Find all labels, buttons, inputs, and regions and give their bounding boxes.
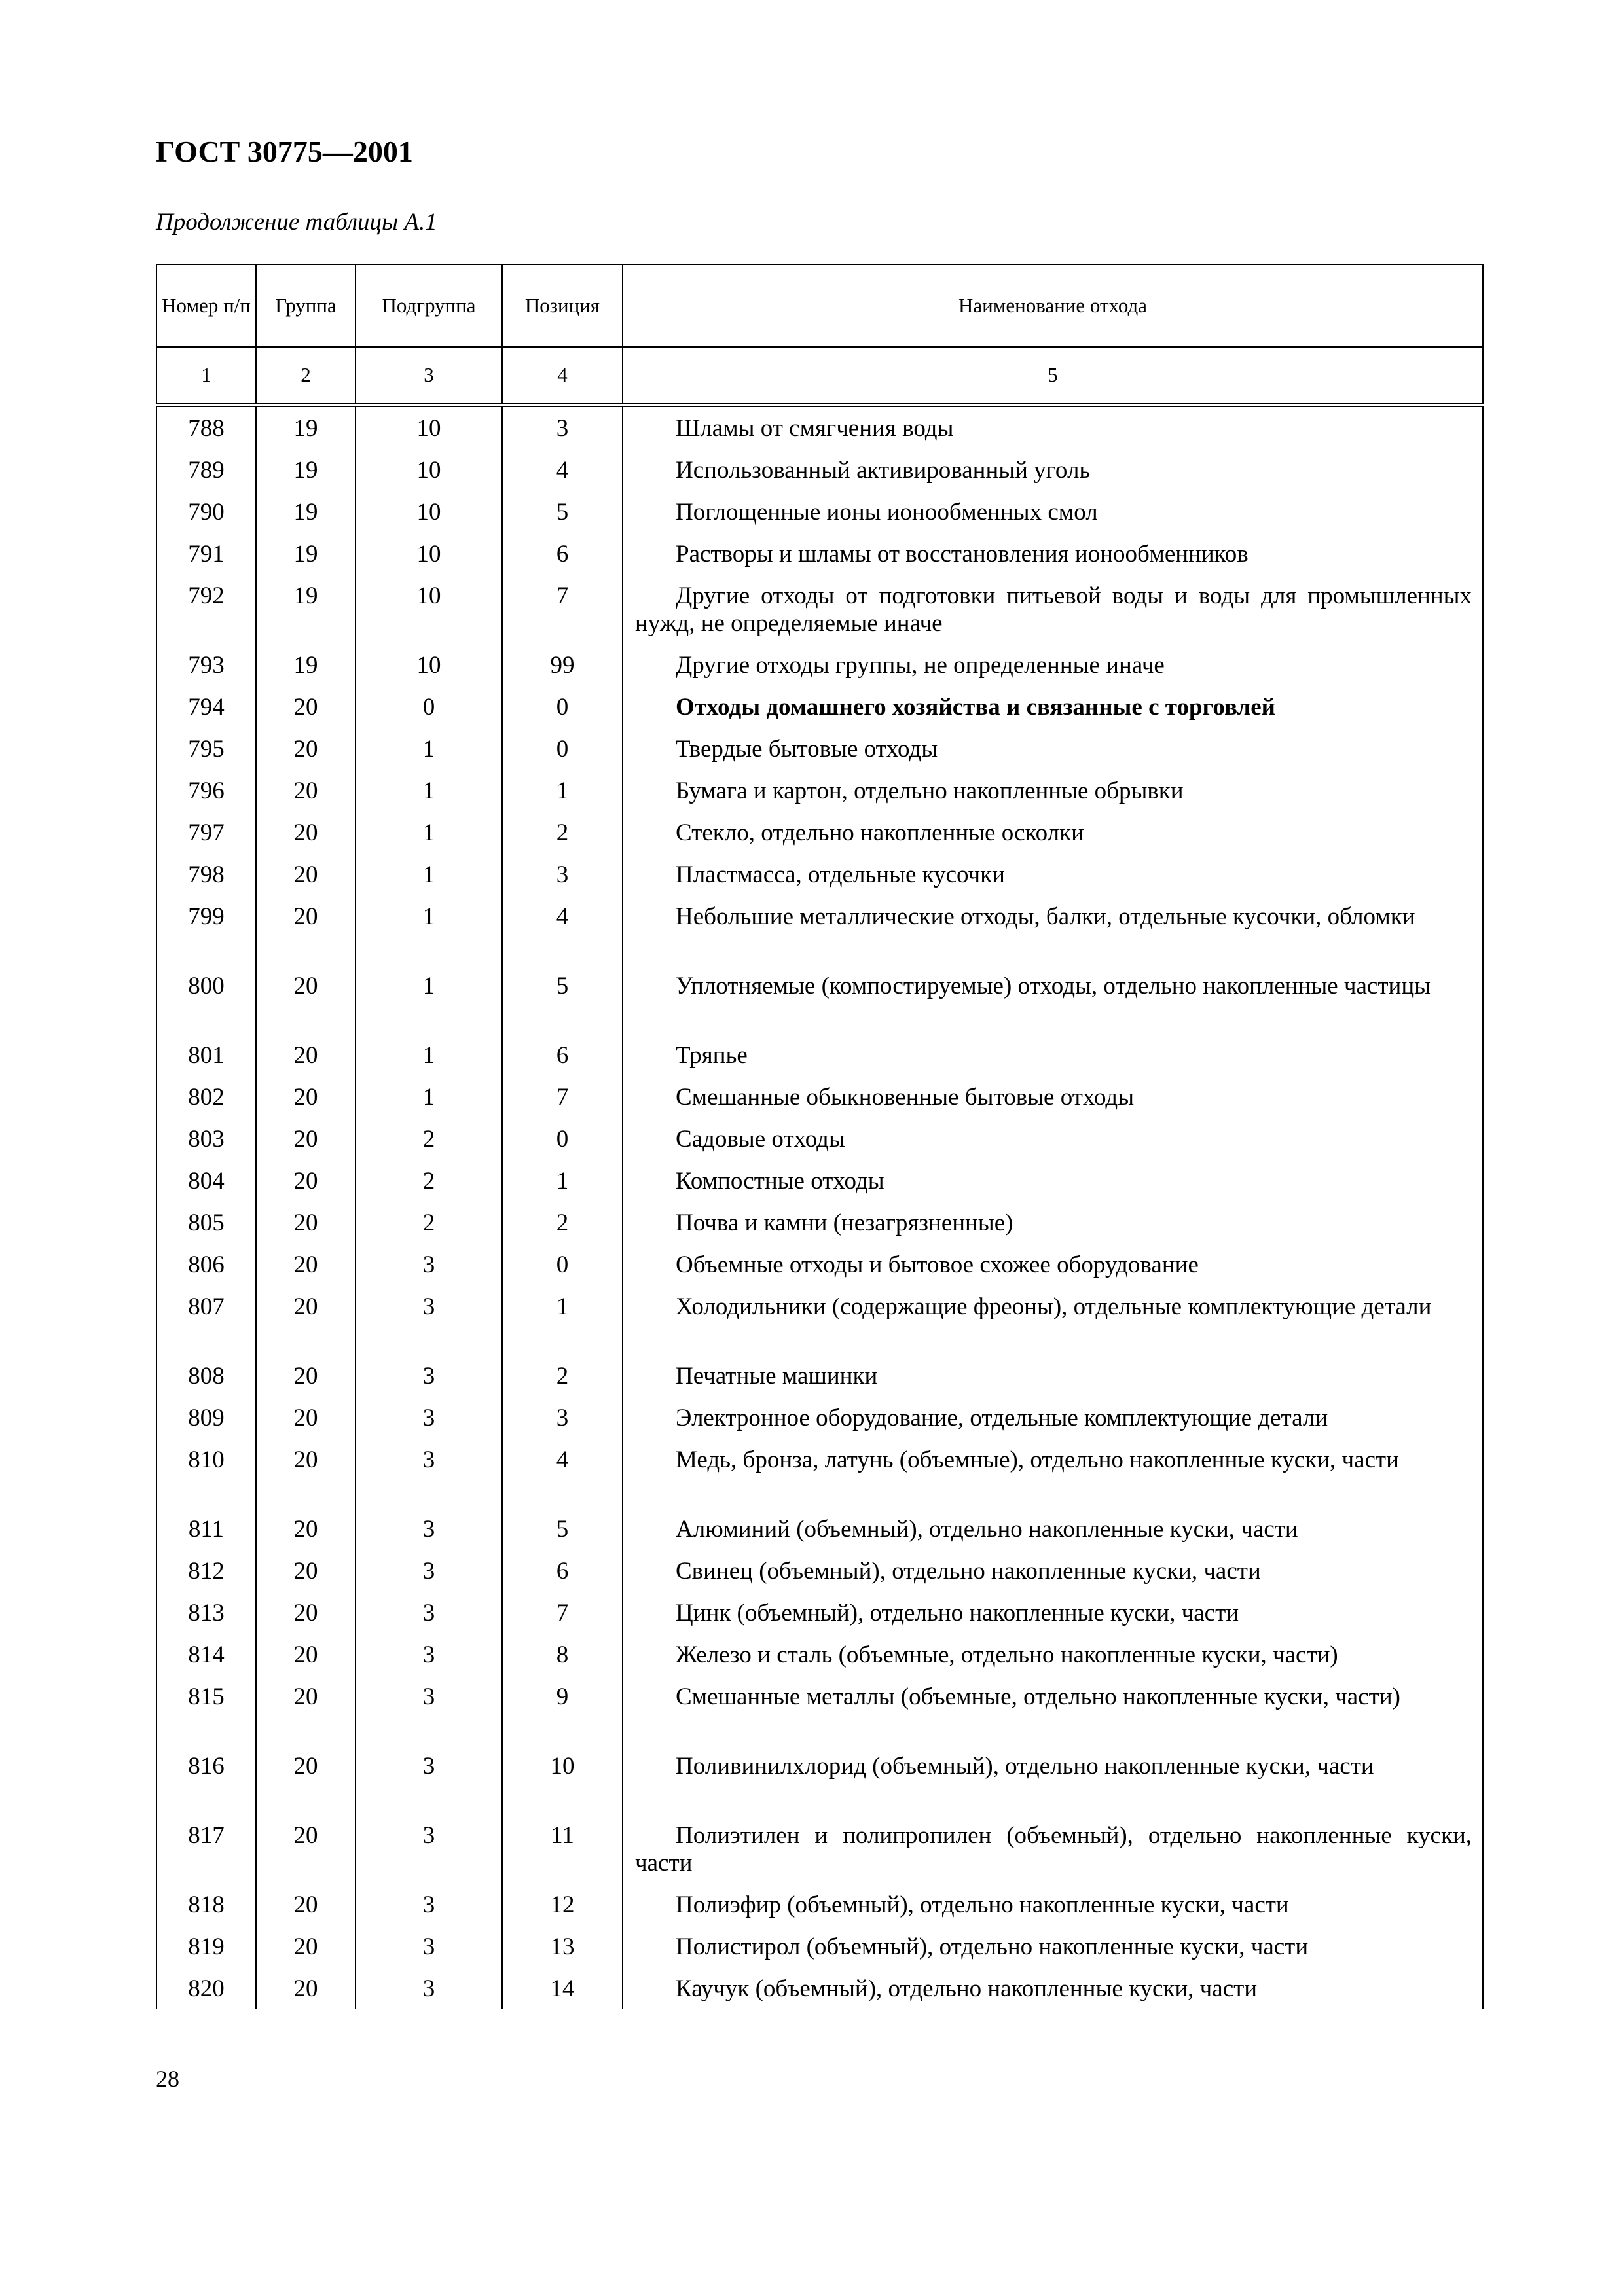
row-position: 2 — [502, 1355, 623, 1397]
row-subgroup: 3 — [356, 1550, 502, 1592]
row-position: 0 — [502, 1118, 623, 1160]
row-waste-name: Цинк (объемный), отдельно накопленные куски, части — [676, 1600, 1239, 1626]
row-position: 7 — [502, 1076, 623, 1118]
row-waste-name: Растворы и шламы от восстановления ионообменников — [676, 541, 1249, 567]
row-group: 20 — [256, 1076, 356, 1118]
row-waste-name-cell — [623, 405, 1483, 450]
row-position: 11 — [502, 1814, 623, 1884]
row-waste-name: Тряпье — [676, 1042, 748, 1069]
row-subgroup: 3 — [356, 1592, 502, 1634]
table-row — [156, 812, 1483, 853]
row-subgroup: 2 — [356, 1202, 502, 1244]
row-waste-name-cell — [623, 1634, 1483, 1676]
row-waste-name-cell — [623, 1285, 1483, 1355]
row-group: 20 — [256, 812, 356, 853]
row-group: 20 — [256, 1926, 356, 1967]
row-subgroup: 1 — [356, 1076, 502, 1118]
row-waste-name: Компостные отходы — [676, 1168, 884, 1194]
table-row — [156, 853, 1483, 895]
row-group: 20 — [256, 1439, 356, 1508]
row-subgroup: 1 — [356, 853, 502, 895]
row-position: 3 — [502, 853, 623, 895]
document-title: ГОСТ 30775—2001 — [156, 135, 413, 168]
row-subgroup: 3 — [356, 1926, 502, 1967]
row-subgroup: 3 — [356, 1397, 502, 1439]
row-waste-name-cell — [623, 449, 1483, 491]
table-row — [156, 1926, 1483, 1967]
row-waste-name: Объемные отходы и бытовое схожее оборудование — [676, 1251, 1199, 1278]
row-waste-name-cell — [623, 1076, 1483, 1118]
table-caption: Продолжение таблицы А.1 — [156, 209, 437, 236]
row-number: 811 — [156, 1508, 256, 1550]
row-number: 812 — [156, 1550, 256, 1592]
table-row — [156, 1508, 1483, 1550]
row-position: 0 — [502, 728, 623, 770]
row-position: 12 — [502, 1884, 623, 1926]
row-waste-name-cell — [623, 1676, 1483, 1745]
row-group: 20 — [256, 1814, 356, 1884]
row-number: 810 — [156, 1439, 256, 1508]
row-position: 1 — [502, 1160, 623, 1202]
header-col-number: 5 — [623, 347, 1483, 405]
waste-table — [156, 264, 1484, 2009]
row-group: 20 — [256, 1550, 356, 1592]
row-number: 798 — [156, 853, 256, 895]
row-number: 818 — [156, 1884, 256, 1926]
row-waste-name-cell — [623, 1926, 1483, 1967]
table-row — [156, 644, 1483, 686]
table-row — [156, 449, 1483, 491]
row-group: 20 — [256, 1202, 356, 1244]
row-waste-name-cell — [623, 1034, 1483, 1076]
row-waste-name-cell — [623, 1160, 1483, 1202]
row-subgroup: 1 — [356, 895, 502, 965]
row-subgroup: 3 — [356, 1508, 502, 1550]
row-group: 20 — [256, 686, 356, 728]
row-waste-name-cell — [623, 853, 1483, 895]
table-row — [156, 895, 1483, 965]
row-position: 6 — [502, 533, 623, 575]
row-subgroup: 3 — [356, 1745, 502, 1814]
row-subgroup: 10 — [356, 405, 502, 450]
header-col-number: 2 — [256, 347, 356, 405]
table-row — [156, 1397, 1483, 1439]
row-position: 0 — [502, 686, 623, 728]
row-group: 19 — [256, 533, 356, 575]
table-row — [156, 1118, 1483, 1160]
row-position: 1 — [502, 770, 623, 812]
row-position: 6 — [502, 1550, 623, 1592]
header-row — [156, 264, 1483, 347]
row-number: 792 — [156, 575, 256, 644]
row-waste-name: Каучук (объемный), отдельно накопленные куски, части — [676, 1975, 1258, 2002]
row-number: 789 — [156, 449, 256, 491]
table-row — [156, 1160, 1483, 1202]
table-row — [156, 1202, 1483, 1244]
row-subgroup: 1 — [356, 812, 502, 853]
row-number: 808 — [156, 1355, 256, 1397]
row-subgroup: 10 — [356, 575, 502, 644]
row-group: 20 — [256, 1676, 356, 1745]
row-waste-name: Полистирол (объемный), отдельно накопленные куски, части — [676, 1933, 1309, 1960]
row-waste-name-cell — [623, 644, 1483, 686]
header-col-number: 3 — [356, 347, 502, 405]
row-group: 19 — [256, 449, 356, 491]
table-row — [156, 965, 1483, 1034]
row-waste-name: Почва и камни (незагрязненные) — [676, 1210, 1013, 1236]
row-position: 5 — [502, 1508, 623, 1550]
row-number: 806 — [156, 1244, 256, 1285]
row-subgroup: 3 — [356, 1967, 502, 2009]
row-position: 7 — [502, 575, 623, 644]
row-group: 20 — [256, 728, 356, 770]
row-position: 4 — [502, 449, 623, 491]
row-waste-name: Полиэфир (объемный), отдельно накопленные куски, части — [676, 1892, 1289, 1918]
table-row — [156, 533, 1483, 575]
row-waste-name-cell — [623, 965, 1483, 1034]
row-position: 5 — [502, 965, 623, 1034]
table-body — [156, 405, 1483, 2010]
row-number: 815 — [156, 1676, 256, 1745]
row-waste-name-cell — [623, 812, 1483, 853]
row-number: 807 — [156, 1285, 256, 1355]
table-row — [156, 1244, 1483, 1285]
row-waste-name: Твердые бытовые отходы — [676, 736, 938, 762]
row-waste-name: Железо и сталь (объемные, отдельно накопленные куски, части) — [676, 1641, 1338, 1668]
row-waste-name-cell — [623, 1439, 1483, 1508]
row-position: 13 — [502, 1926, 623, 1967]
row-group: 19 — [256, 405, 356, 450]
row-position: 3 — [502, 405, 623, 450]
row-waste-name: Отходы домашнего хозяйства и связанные с торговлей — [676, 694, 1275, 721]
row-waste-name: Алюминий (объемный), отдельно накопленные куски, части — [676, 1516, 1298, 1543]
row-waste-name: Электронное оборудование, отдельные комплектующие детали — [676, 1405, 1328, 1431]
row-position: 8 — [502, 1634, 623, 1676]
row-subgroup: 1 — [356, 770, 502, 812]
row-waste-name-cell — [623, 1118, 1483, 1160]
table-row — [156, 575, 1483, 644]
row-waste-name: Садовые отходы — [676, 1126, 845, 1153]
row-number: 800 — [156, 965, 256, 1034]
row-group: 20 — [256, 965, 356, 1034]
row-group: 20 — [256, 1745, 356, 1814]
row-position: 2 — [502, 812, 623, 853]
row-waste-name-cell — [623, 770, 1483, 812]
row-waste-name-cell — [623, 1355, 1483, 1397]
row-waste-name: Другие отходы от подготовки питьевой воды и воды для промышленных нужд, не определяемые иначе — [635, 583, 1472, 637]
row-group: 19 — [256, 491, 356, 533]
row-waste-name: Медь, бронза, латунь (объемные), отдельно накопленные куски, части — [676, 1446, 1399, 1473]
row-waste-name-cell — [623, 728, 1483, 770]
row-subgroup: 3 — [356, 1884, 502, 1926]
row-waste-name: Бумага и картон, отдельно накопленные обрывки — [676, 778, 1184, 804]
header-waste-name: Наименование отхода — [623, 264, 1483, 347]
row-position: 6 — [502, 1034, 623, 1076]
row-waste-name: Уплотняемые (компостируемые) отходы, отдельно накопленные частицы — [676, 973, 1431, 999]
header-group: Группа — [256, 264, 356, 347]
row-subgroup: 3 — [356, 1439, 502, 1508]
row-position: 2 — [502, 1202, 623, 1244]
table-row — [156, 405, 1483, 450]
row-waste-name-cell — [623, 533, 1483, 575]
row-subgroup: 3 — [356, 1285, 502, 1355]
row-number: 795 — [156, 728, 256, 770]
header-position: Позиция — [502, 264, 623, 347]
table-row — [156, 1745, 1483, 1814]
row-waste-name: Стекло, отдельно накопленные осколки — [676, 819, 1084, 846]
row-number: 794 — [156, 686, 256, 728]
row-waste-name-cell — [623, 575, 1483, 644]
table-row — [156, 686, 1483, 728]
row-subgroup: 2 — [356, 1118, 502, 1160]
row-subgroup: 1 — [356, 1034, 502, 1076]
row-group: 20 — [256, 770, 356, 812]
table-row — [156, 1285, 1483, 1355]
row-subgroup: 10 — [356, 449, 502, 491]
row-group: 20 — [256, 1244, 356, 1285]
row-position: 7 — [502, 1592, 623, 1634]
row-waste-name: Печатные машинки — [676, 1363, 878, 1390]
row-number: 817 — [156, 1814, 256, 1884]
table-row — [156, 1076, 1483, 1118]
row-subgroup: 10 — [356, 491, 502, 533]
header-col-number: 4 — [502, 347, 623, 405]
row-group: 20 — [256, 1634, 356, 1676]
row-number: 802 — [156, 1076, 256, 1118]
row-number: 803 — [156, 1118, 256, 1160]
row-position: 1 — [502, 1285, 623, 1355]
row-subgroup: 3 — [356, 1634, 502, 1676]
table-row — [156, 1884, 1483, 1926]
row-waste-name: Использованный активированный уголь — [676, 457, 1091, 484]
row-group: 20 — [256, 1034, 356, 1076]
row-number: 819 — [156, 1926, 256, 1967]
row-number: 813 — [156, 1592, 256, 1634]
row-number: 793 — [156, 644, 256, 686]
row-group: 20 — [256, 1884, 356, 1926]
row-subgroup: 1 — [356, 728, 502, 770]
row-waste-name-cell — [623, 1592, 1483, 1634]
row-group: 19 — [256, 575, 356, 644]
row-waste-name: Пластмасса, отдельные кусочки — [676, 861, 1005, 888]
row-group: 20 — [256, 1355, 356, 1397]
row-group: 20 — [256, 1967, 356, 2009]
row-waste-name-cell — [623, 1967, 1483, 2009]
row-waste-name-cell — [623, 686, 1483, 728]
row-waste-name: Поглощенные ионы ионообменных смол — [676, 499, 1098, 526]
row-position: 5 — [502, 491, 623, 533]
row-subgroup: 1 — [356, 965, 502, 1034]
row-position: 4 — [502, 1439, 623, 1508]
row-number: 820 — [156, 1967, 256, 2009]
row-subgroup: 10 — [356, 533, 502, 575]
table-row — [156, 491, 1483, 533]
row-waste-name: Небольшие металлические отходы, балки, отдельные кусочки, обломки — [676, 903, 1415, 930]
row-position: 3 — [502, 1397, 623, 1439]
row-group: 20 — [256, 1160, 356, 1202]
row-position: 9 — [502, 1676, 623, 1745]
row-number: 797 — [156, 812, 256, 853]
table-row — [156, 1676, 1483, 1745]
row-number: 801 — [156, 1034, 256, 1076]
row-subgroup: 3 — [356, 1355, 502, 1397]
row-number: 799 — [156, 895, 256, 965]
row-waste-name: Полиэтилен и полипропилен (объемный), отдельно накопленные куски, части — [635, 1822, 1472, 1876]
row-number: 796 — [156, 770, 256, 812]
row-subgroup: 3 — [356, 1676, 502, 1745]
table-row — [156, 770, 1483, 812]
row-group: 20 — [256, 1118, 356, 1160]
row-number: 809 — [156, 1397, 256, 1439]
row-waste-name-cell — [623, 491, 1483, 533]
row-waste-name: Другие отходы группы, не определенные иначе — [676, 652, 1165, 679]
row-group: 20 — [256, 895, 356, 965]
row-waste-name-cell — [623, 895, 1483, 965]
row-waste-name: Смешанные обыкновенные бытовые отходы — [676, 1084, 1135, 1111]
table-row — [156, 1814, 1483, 1884]
row-group: 20 — [256, 1592, 356, 1634]
table-row — [156, 1439, 1483, 1508]
row-waste-name-cell — [623, 1508, 1483, 1550]
row-number: 816 — [156, 1745, 256, 1814]
row-position: 0 — [502, 1244, 623, 1285]
row-group: 20 — [256, 1397, 356, 1439]
row-position: 4 — [502, 895, 623, 965]
row-subgroup: 0 — [356, 686, 502, 728]
table-row — [156, 728, 1483, 770]
row-waste-name-cell — [623, 1884, 1483, 1926]
table-row — [156, 1355, 1483, 1397]
table-row — [156, 1634, 1483, 1676]
header-number-row — [156, 347, 1483, 405]
row-number: 788 — [156, 405, 256, 450]
row-subgroup: 3 — [356, 1244, 502, 1285]
row-group: 20 — [256, 853, 356, 895]
table-row — [156, 1967, 1483, 2009]
row-waste-name-cell — [623, 1814, 1483, 1884]
row-number: 804 — [156, 1160, 256, 1202]
header-number: Номер п/п — [156, 264, 256, 347]
table-row — [156, 1592, 1483, 1634]
row-waste-name-cell — [623, 1550, 1483, 1592]
row-group: 19 — [256, 644, 356, 686]
table-row — [156, 1034, 1483, 1076]
row-waste-name: Свинец (объемный), отдельно накопленные куски, части — [676, 1558, 1261, 1585]
header-subgroup: Подгруппа — [356, 264, 502, 347]
row-subgroup: 3 — [356, 1814, 502, 1884]
row-waste-name-cell — [623, 1202, 1483, 1244]
header-col-number: 1 — [156, 347, 256, 405]
page-number: 28 — [156, 2066, 179, 2092]
row-waste-name: Поливинилхлорид (объемный), отдельно накопленные куски, части — [676, 1753, 1374, 1780]
table-row — [156, 1550, 1483, 1592]
row-position: 14 — [502, 1967, 623, 2009]
row-waste-name-cell — [623, 1244, 1483, 1285]
row-number: 805 — [156, 1202, 256, 1244]
row-waste-name: Холодильники (содержащие фреоны), отдельные комплектующие детали — [676, 1293, 1432, 1320]
row-waste-name: Смешанные металлы (объемные, отдельно накопленные куски, части) — [676, 1683, 1400, 1710]
row-number: 791 — [156, 533, 256, 575]
row-waste-name-cell — [623, 1397, 1483, 1439]
row-group: 20 — [256, 1285, 356, 1355]
row-position: 10 — [502, 1745, 623, 1814]
row-subgroup: 10 — [356, 644, 502, 686]
row-number: 814 — [156, 1634, 256, 1676]
row-number: 790 — [156, 491, 256, 533]
row-group: 20 — [256, 1508, 356, 1550]
row-subgroup: 2 — [356, 1160, 502, 1202]
row-waste-name: Шламы от смягчения воды — [676, 415, 954, 442]
row-position: 99 — [502, 644, 623, 686]
row-waste-name-cell — [623, 1745, 1483, 1814]
